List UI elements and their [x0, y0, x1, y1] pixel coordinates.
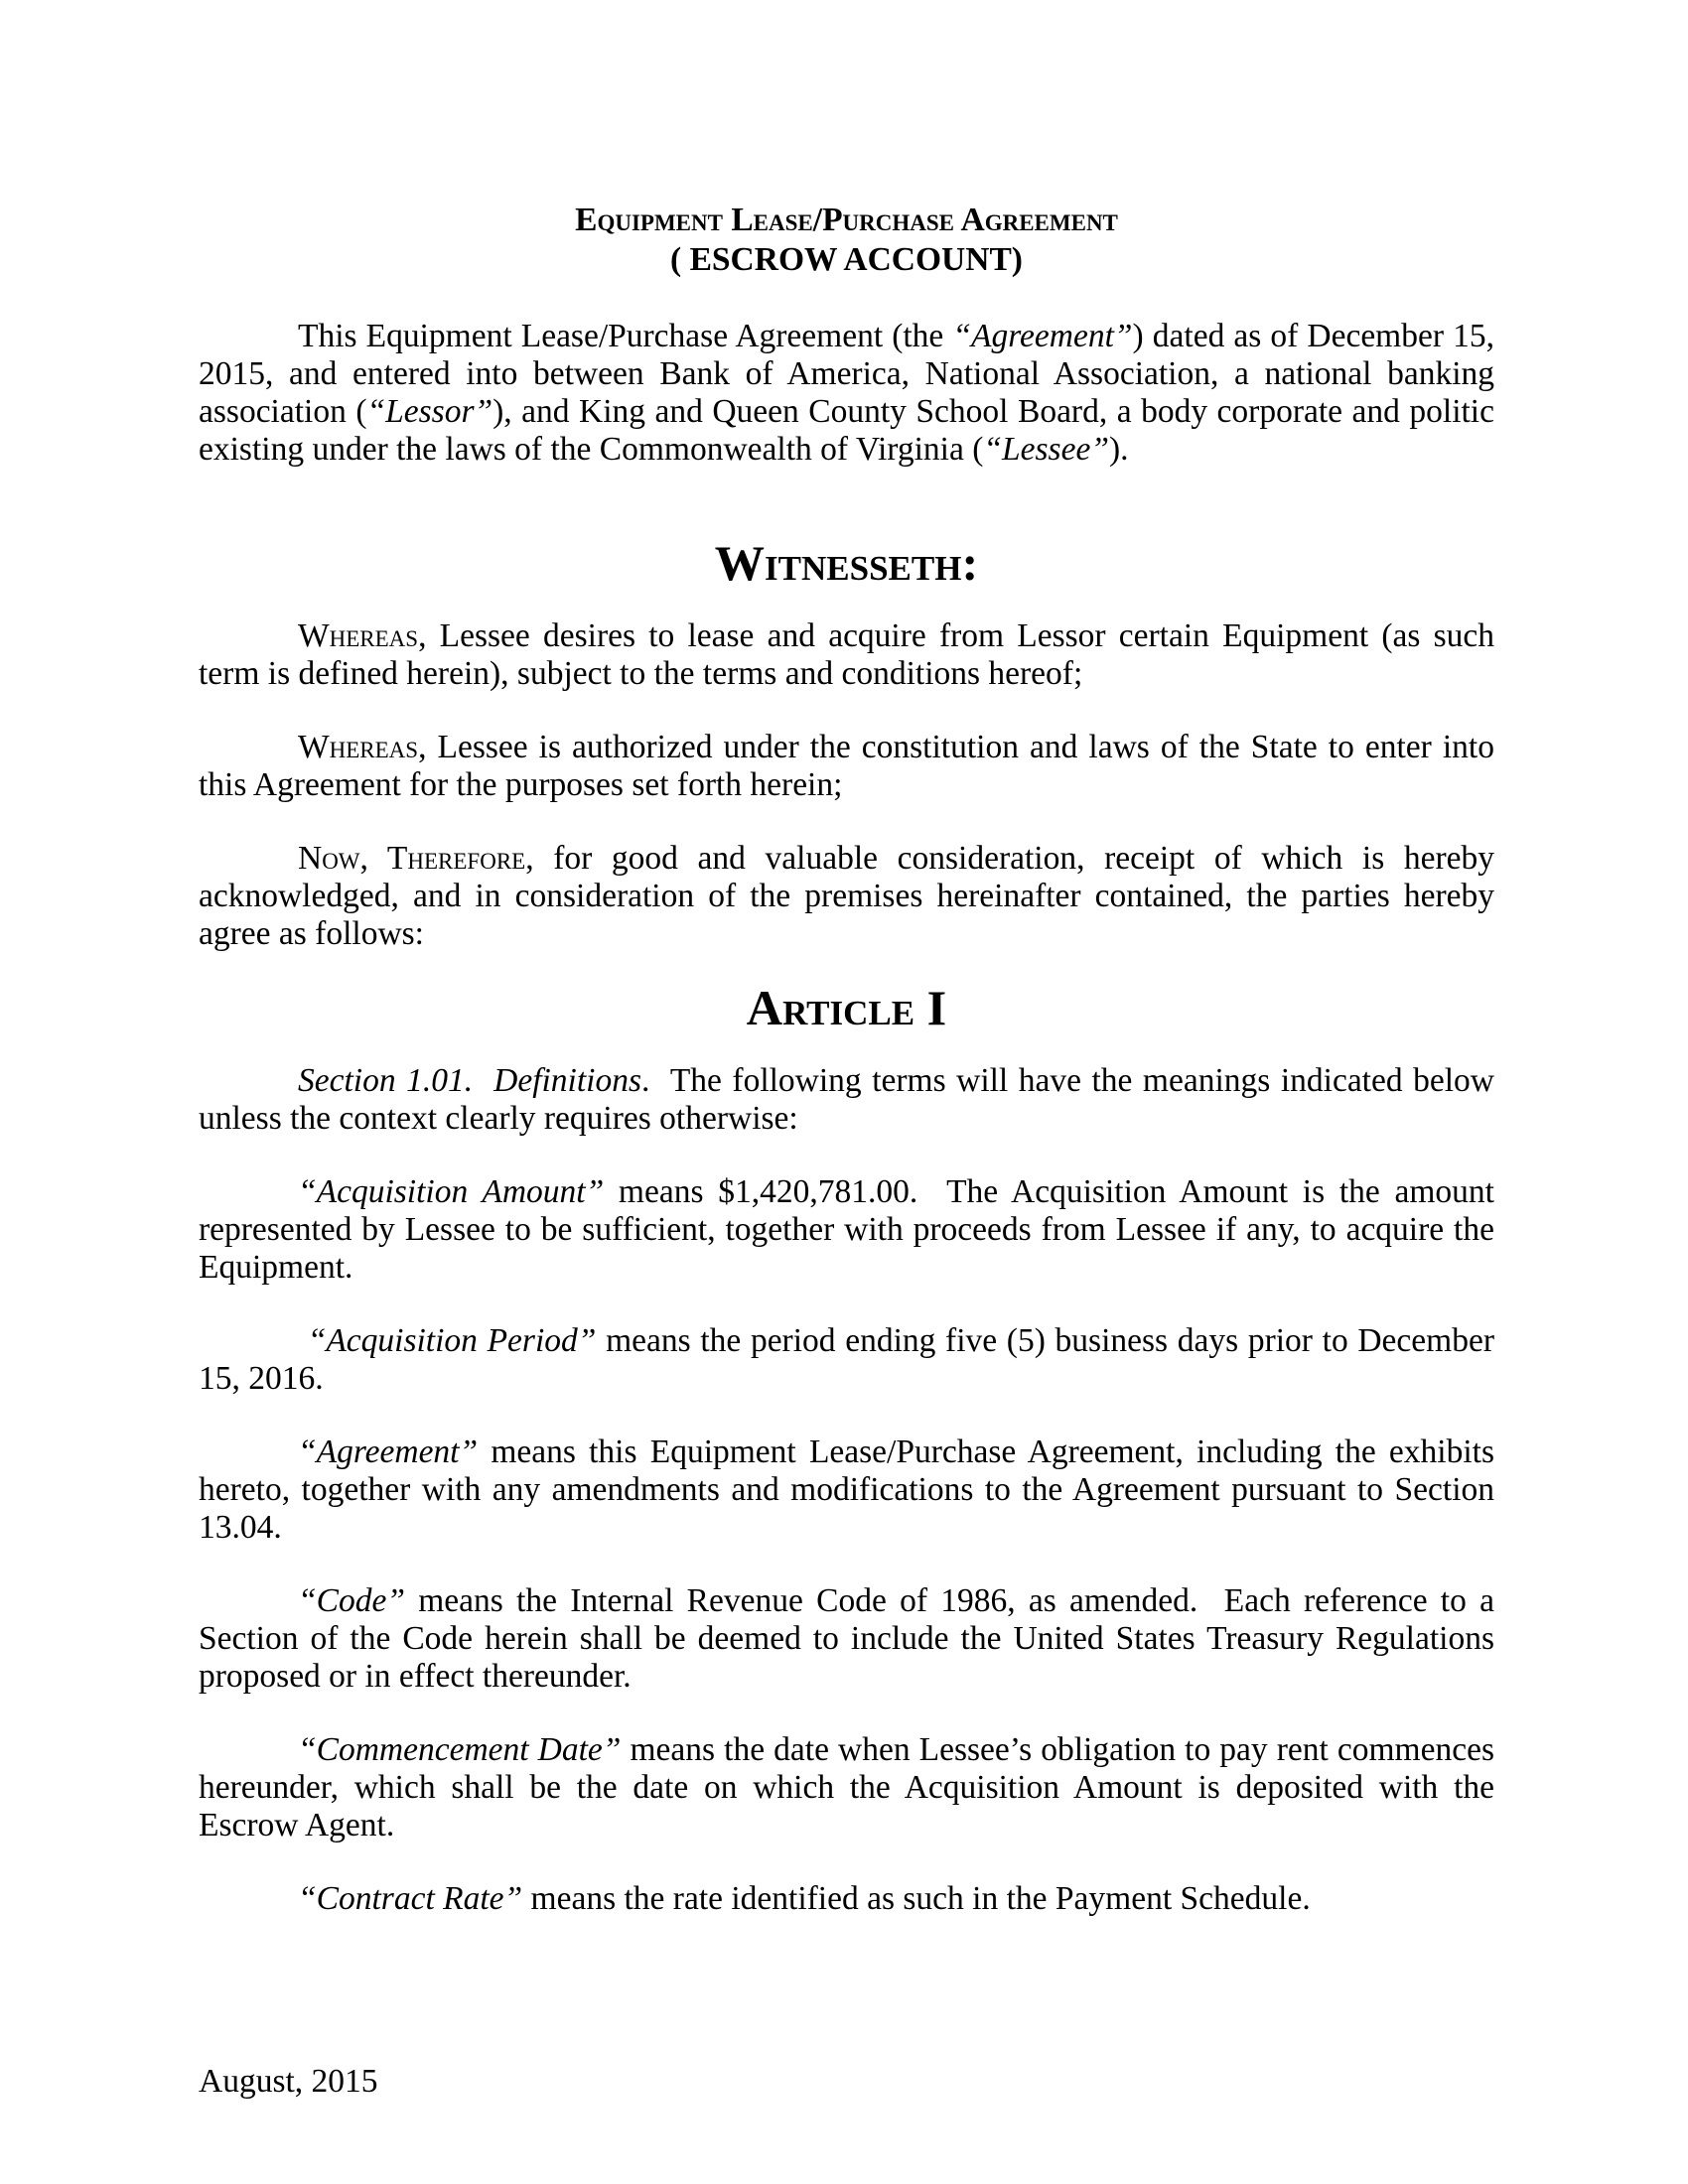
definition-contract-rate: “Contract Rate” means the rate identified as such in the Payment Schedule.	[298, 1880, 1311, 1917]
definition-commencement-date: “Commencement Date” means the date when Lessee’s obligation to pay rent commences hereunder, which shall be the date on which the Acquisition Amount is deposited with the Escrow Agent.	[199, 1731, 1494, 1843]
preamble-paragraph: This Equipment Lease/Purchase Agreement (the “Agreement”) dated as of December 15, 2015, and entered into between Bank of America, National Association, a national banking association (“Lessor”), and King and Queen County School Board, a body corporate and politic existing under the laws of the Commonwealth of Virginia (“Lessee”).	[199, 318, 1494, 468]
definition-agreement: “Agreement” means this Equipment Lease/Purchase Agreement, including the exhibits hereto, together with any amendments and modifications to the Agreement pursuant to Section 13.04.	[199, 1433, 1494, 1546]
whereas-lease-paragraph: Whereas, Lessee desires to lease and acquire from Lessor certain Equipment (as such term is defined herein), subject to the terms and conditions hereof;	[199, 617, 1494, 692]
now-therefore-paragraph: Now, Therefore, for good and valuable consideration, receipt of which is hereby acknowledged, and in consideration of the premises hereinafter contained, the parties hereby agree as follows:	[199, 840, 1494, 952]
article-i-heading: Article I	[746, 980, 947, 1035]
document-body	[199, 201, 1494, 1918]
document-title: Equipment Lease/Purchase Agreement	[575, 202, 1118, 238]
witnesseth-heading: Witnesseth:	[714, 535, 979, 591]
whereas-authorized-paragraph: Whereas, Lessee is authorized under the constitution and laws of the State to enter into this Agreement for the purposes set forth herein;	[199, 729, 1494, 803]
document-subtitle: ( ESCROW ACCOUNT)	[670, 241, 1023, 278]
definition-acquisition-amount: “Acquisition Amount” means $1,420,781.00. The Acquisition Amount is the amount represented by Lessee to be sufficient, together with proceeds from Lessee if any, to acquire the Equipment.	[199, 1173, 1494, 1286]
definition-code: “Code” means the Internal Revenue Code of 1986, as amended. Each reference to a Section of the Code herein shall be deemed to include the United States Treasury Regulations proposed or in effect thereunder.	[199, 1582, 1494, 1695]
page-footer-date: August, 2015	[199, 2063, 378, 2100]
section-1-01-definitions-paragraph: Section 1.01. Definitions. The following terms will have the meanings indicated below unless the context clearly requires otherwise:	[199, 1062, 1494, 1137]
title-block	[199, 201, 1494, 280]
definition-acquisition-period: “Acquisition Period” means the period ending five (5) business days prior to December 15, 2016.	[199, 1322, 1494, 1397]
